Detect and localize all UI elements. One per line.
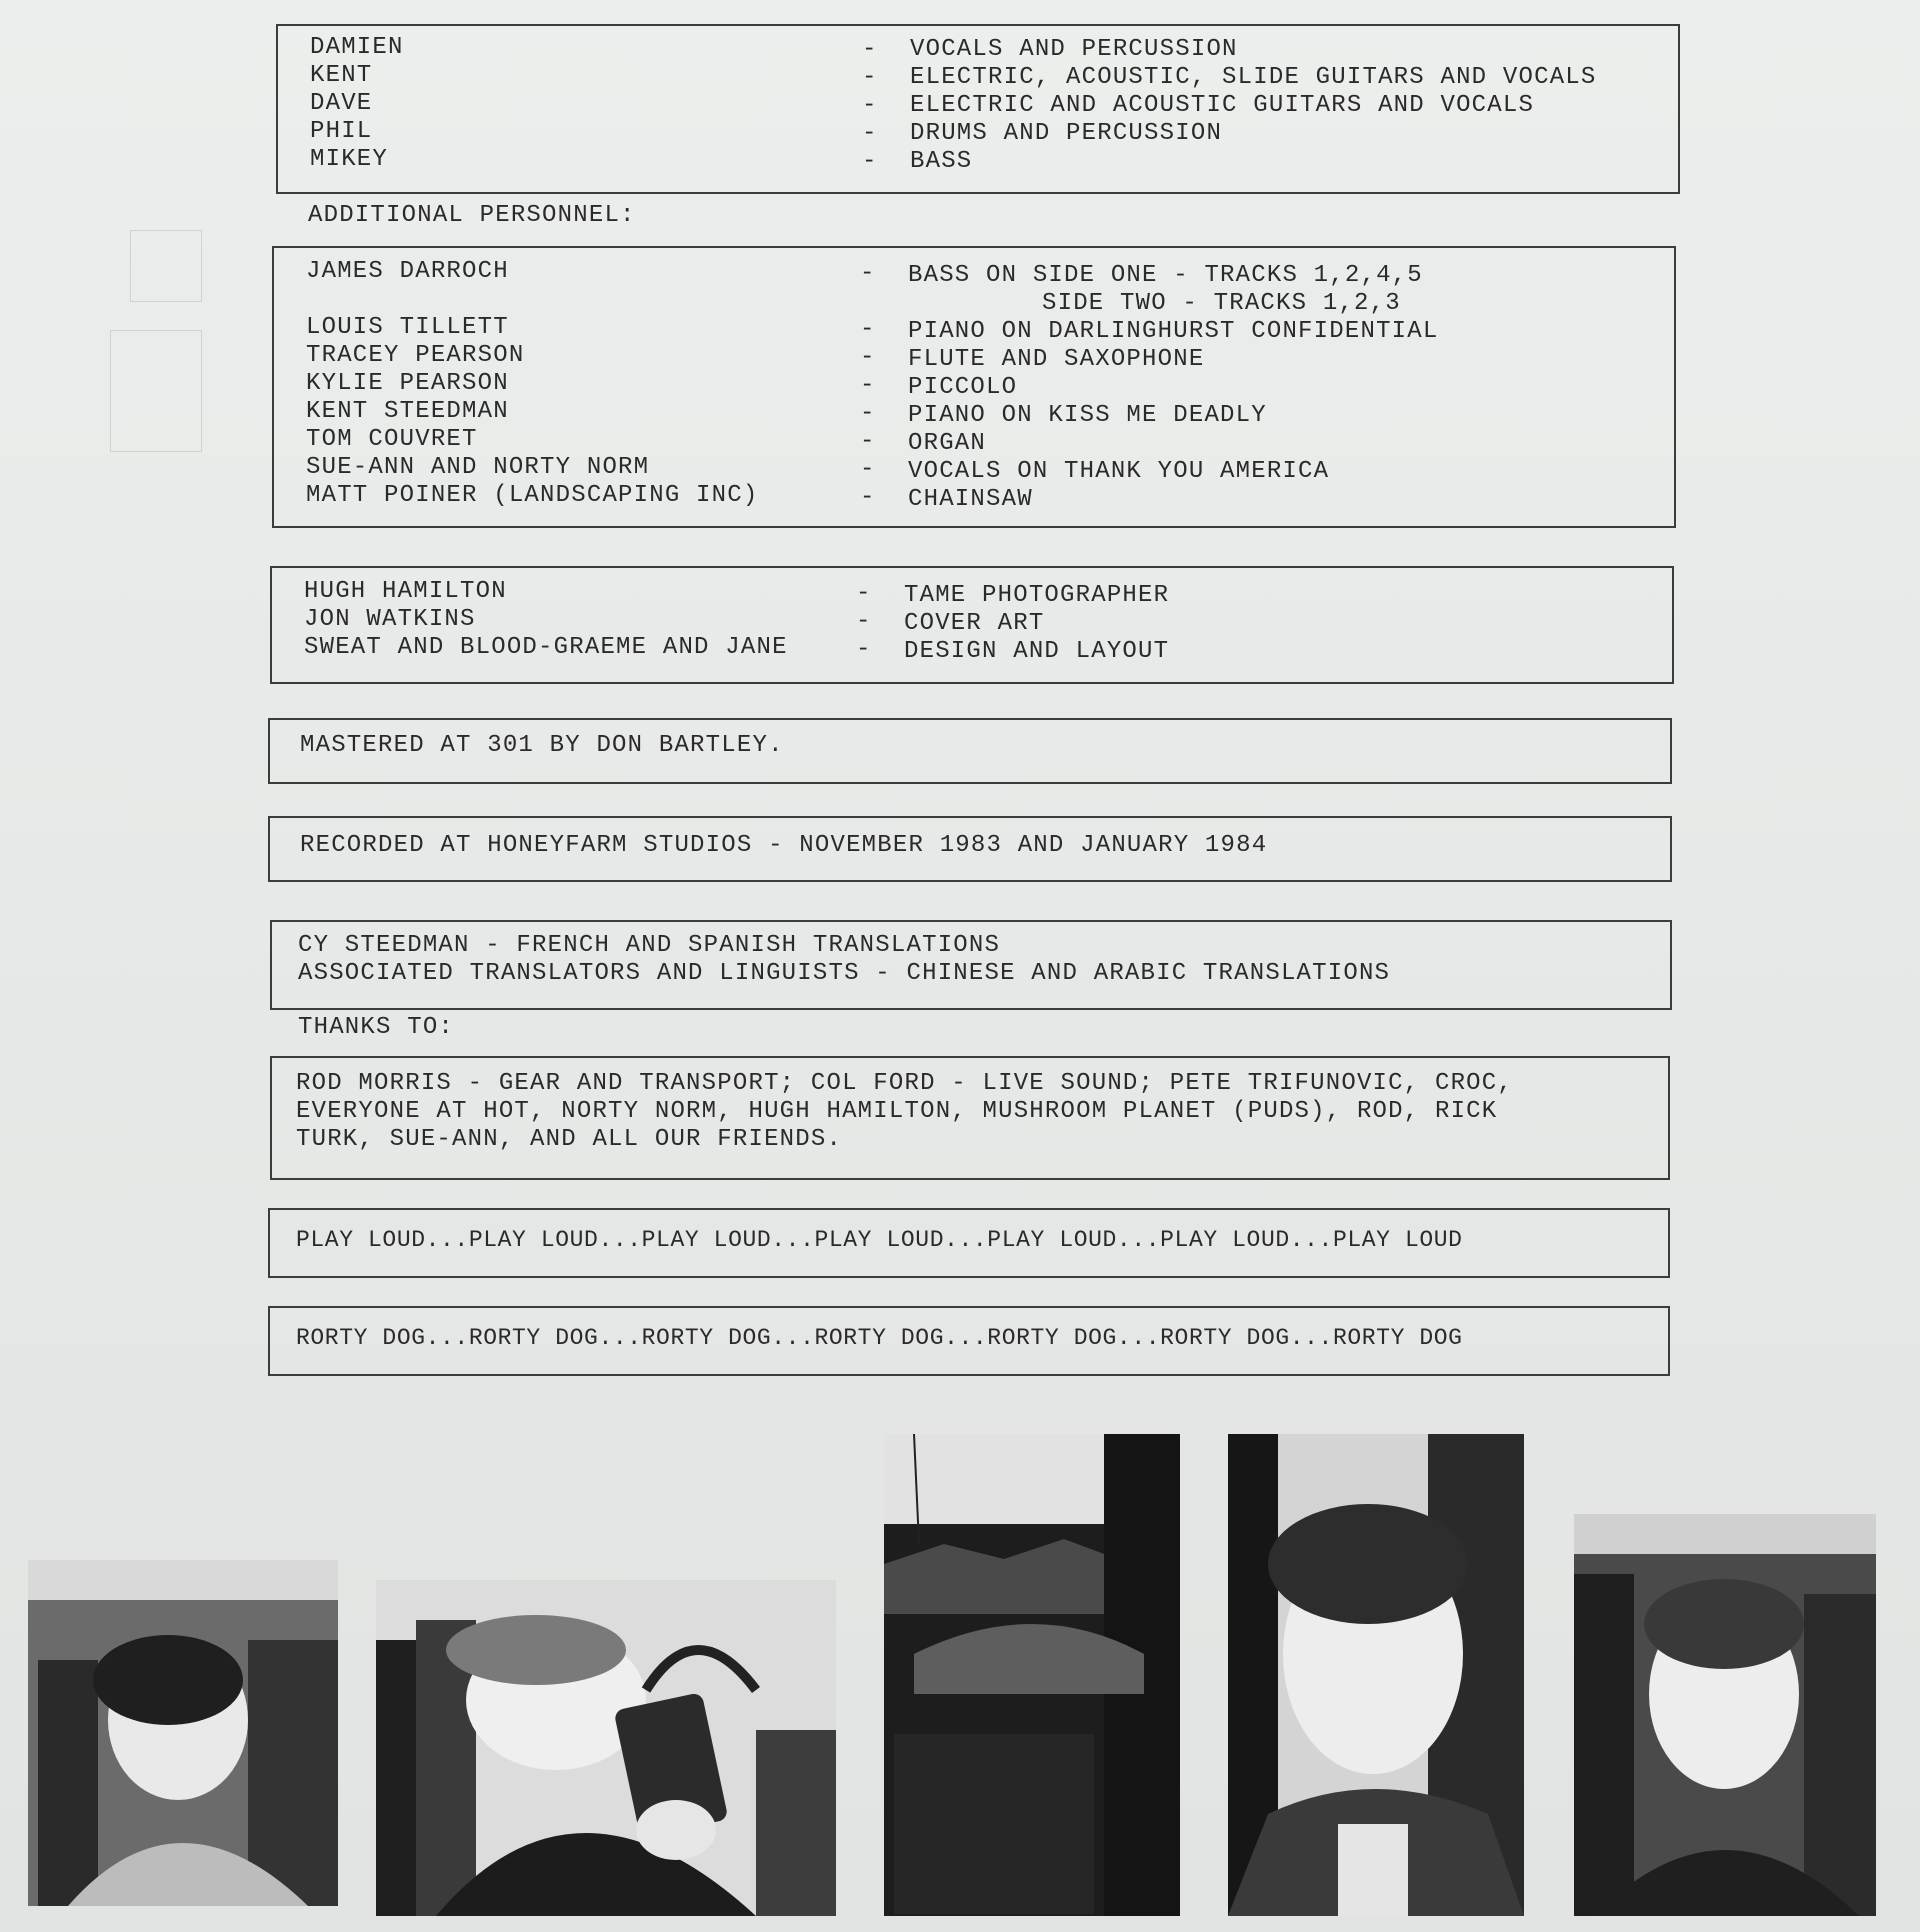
band-member-smiling-photo <box>1574 1514 1876 1916</box>
dash: - <box>860 428 876 455</box>
city-skyline-photo <box>884 1434 1180 1916</box>
credit-name: JON WATKINS <box>304 606 476 633</box>
faint-sketch <box>130 230 202 302</box>
band-member-photo <box>28 1560 338 1906</box>
rorty-dog-text: RORTY DOG...RORTY DOG...RORTY DOG...RORTY DOG...RORTY DOG...RORTY DOG...RORTY DOG <box>296 1325 1463 1351</box>
thanks-line: TURK, SUE-ANN, AND ALL OUR FRIENDS. <box>296 1126 843 1153</box>
personnel-role: CHAINSAW <box>908 486 1033 513</box>
member-name: DAMIEN <box>310 34 404 61</box>
personnel-role: SIDE TWO - TRACKS 1,2,3 <box>1042 290 1401 317</box>
personnel-name: KENT STEEDMAN <box>306 398 509 425</box>
thanks-heading: THANKS TO: <box>298 1014 455 1041</box>
personnel-role: VOCALS ON THANK YOU AMERICA <box>908 458 1330 485</box>
personnel-role: FLUTE AND SAXOPHONE <box>908 346 1205 373</box>
play-loud-text: PLAY LOUD...PLAY LOUD...PLAY LOUD...PLAY LOUD...PLAY LOUD...PLAY LOUD...PLAY LOUD <box>296 1227 1463 1253</box>
credit-name: HUGH HAMILTON <box>304 578 507 605</box>
personnel-role: PIANO ON KISS ME DEADLY <box>908 402 1267 429</box>
member-name: PHIL <box>310 118 373 145</box>
dash: - <box>862 120 878 147</box>
credit-role: TAME PHOTOGRAPHER <box>904 582 1170 609</box>
member-name: DAVE <box>310 90 373 117</box>
member-role: ELECTRIC, ACOUSTIC, SLIDE GUITARS AND VOCALS <box>910 64 1597 91</box>
credit-name: SWEAT AND BLOOD-GRAEME AND JANE <box>304 634 788 661</box>
member-role: VOCALS AND PERCUSSION <box>910 36 1238 63</box>
dash: - <box>860 316 876 343</box>
dash: - <box>860 260 876 287</box>
dash: - <box>860 456 876 483</box>
personnel-name: JAMES DARROCH <box>306 258 509 285</box>
personnel-name: TRACEY PEARSON <box>306 342 525 369</box>
credit-role: COVER ART <box>904 610 1045 637</box>
member-name: KENT <box>310 62 373 89</box>
dash: - <box>860 400 876 427</box>
personnel-role: PIANO ON DARLINGHURST CONFIDENTIAL <box>908 318 1439 345</box>
credit-role: DESIGN AND LAYOUT <box>904 638 1170 665</box>
thanks-line: ROD MORRIS - GEAR AND TRANSPORT; COL FORD - LIVE SOUND; PETE TRIFUNOVIC, CROC, <box>296 1070 1513 1097</box>
faint-sketch <box>110 330 202 452</box>
dash: - <box>862 148 878 175</box>
translation-line: ASSOCIATED TRANSLATORS AND LINGUISTS - CHINESE AND ARABIC TRANSLATIONS <box>298 960 1391 987</box>
personnel-role: PICCOLO <box>908 374 1018 401</box>
personnel-name: KYLIE PEARSON <box>306 370 509 397</box>
band-member-with-guitar-photo <box>376 1580 836 1916</box>
dash: - <box>862 92 878 119</box>
recorded-text: RECORDED AT HONEYFARM STUDIOS - NOVEMBER 1983 AND JANUARY 1984 <box>300 832 1268 859</box>
dash: - <box>862 64 878 91</box>
personnel-role: BASS ON SIDE ONE - TRACKS 1,2,4,5 <box>908 262 1423 289</box>
personnel-name: MATT POINER (LANDSCAPING INC) <box>306 482 759 509</box>
member-role: ELECTRIC AND ACOUSTIC GUITARS AND VOCALS <box>910 92 1535 119</box>
dash: - <box>856 580 872 607</box>
dash: - <box>860 372 876 399</box>
dash: - <box>860 484 876 511</box>
personnel-name: LOUIS TILLETT <box>306 314 509 341</box>
band-member-portrait-photo <box>1228 1434 1524 1916</box>
mastered-text: MASTERED AT 301 BY DON BARTLEY. <box>300 732 784 759</box>
personnel-name: SUE-ANN AND NORTY NORM <box>306 454 650 481</box>
personnel-name: TOM COUVRET <box>306 426 478 453</box>
member-role: BASS <box>910 148 973 175</box>
member-role: DRUMS AND PERCUSSION <box>910 120 1223 147</box>
dash: - <box>856 608 872 635</box>
member-name: MIKEY <box>310 146 389 173</box>
dash: - <box>860 344 876 371</box>
thanks-line: EVERYONE AT HOT, NORTY NORM, HUGH HAMILTON, MUSHROOM PLANET (PUDS), ROD, RICK <box>296 1098 1498 1125</box>
translation-line: CY STEEDMAN - FRENCH AND SPANISH TRANSLATIONS <box>298 932 1001 959</box>
dash: - <box>856 636 872 663</box>
personnel-role: ORGAN <box>908 430 987 457</box>
additional-personnel-heading: ADDITIONAL PERSONNEL: <box>308 202 636 229</box>
dash: - <box>862 36 878 63</box>
